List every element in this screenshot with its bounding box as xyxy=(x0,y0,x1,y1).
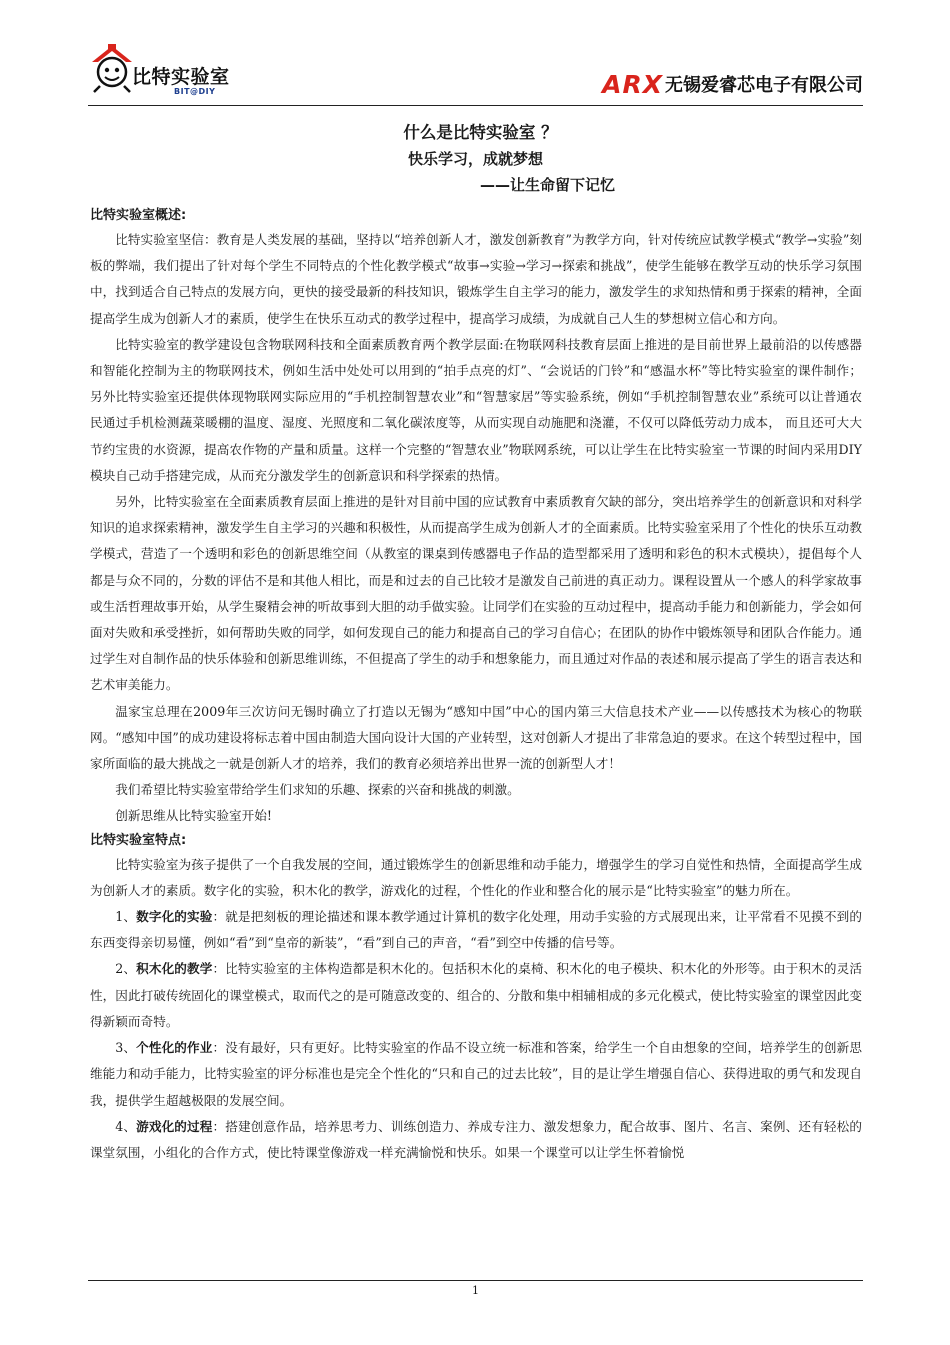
page-header xyxy=(88,40,863,106)
feature-label: 数字化的实验 xyxy=(136,909,213,925)
slogan-quote: ——让生命留下记忆 xyxy=(480,176,616,194)
feature-number: 3、 xyxy=(115,1040,137,1056)
feature-text: ：没有最好，只有更好。比特实验室的作品不设立统一标准和答案，给学生一个自由想象的空间，培养学生的创新思维能力和动手能力，比特实验室的评分标准也是完全个性化的“只和自己的过去比较”，目的是让学生增强自信心、获得进取的勇气和发现自我，提供学生超越极限的发展空间。 xyxy=(90,1040,862,1108)
feature-number: 2、 xyxy=(115,961,137,977)
page-title: 什么是比特实验室 ？ xyxy=(403,123,558,142)
feature-number: 4、 xyxy=(115,1118,137,1134)
overview-paragraph: 温家宝总理在2009年三次访问无锡时确立了打造以无锡为“感知中国”中心的国内第三大信息技术产业——以传感技术为核心的物联网。“感知中国”的成功建设将标志着中国由制造大国向设计大国的产业转型，这对创新人才提出了非常急迫的要求。在这个转型过程中，国家所面临的最大挑战之一就是创新人才的培养，我们的教育必须培养出世界一流的创新型人才！ xyxy=(90,703,862,772)
footer-divider xyxy=(88,1280,863,1281)
company-brand xyxy=(602,72,863,104)
feature-item xyxy=(90,904,862,956)
feature-item xyxy=(90,1114,862,1166)
overview-paragraph: 比特实验室坚信：教育是人类发展的基础，坚持以“培养创新人才，激发创新教育”为教学方向，针对传统应试教学模式“教学→实验”刻板的弊端，我们提出了针对每个学生不同特点的个性化教学模式“故事→实验→学习→探索和挑战”，使学生能够在教学互动的快乐学习氛围中，找到适合自己特点的发展方向，更快的接受最新的科技知识，锻炼学生自主学习的能力，激发学生的求知热情和勇于探索的精神，全面提高学生成为创新人才的素质，使学生在快乐互动式的教学过程中，提高学习成绩，为成就自己人生的梦想树立信心和方向。 xyxy=(90,232,862,326)
overview-paragraph: 另外，比特实验室在全面素质教育层面上推进的是针对目前中国的应试教育中素质教育欠缺的部分，突出培养学生的创新意识和对科学知识的追求探索精神，激发学生自主学习的兴趣和积极性，从而提高学生成为创新人才的全面素质。比特实验室采用了个性化的快乐互动教学模式，营造了一个透明和彩色的创新思维空间（从教室的课桌到传感器电子作品的造型都采用了透明和彩色的积木式模块），提倡每个人都是与众不同的，分数的评估不是和其他人相比，而是和过去的自己比较才是激发自己前进的真正动力。课程设置从一个感人的科学家故事或生活哲理故事开始，从学生聚精会神的听故事到大胆的动手做实验。让同学们在实验的互动过程中，提高动手能力和创新能力，学会如何面对失败和承受挫折，如何帮助失败的同学，如何发现自己的能力和提高自己的学习自信心；在团队的协作中锻炼领导和团队合作能力。通过学生对自制作品的快乐体验和创新思维训练，不但提高了学生的动手和想象能力，而且通过对作品的表述和展示提高了学生的语言表达和艺术审美能力。 xyxy=(90,494,862,693)
company-name: 无锡爱睿芯电子有限公司 xyxy=(665,75,863,96)
feature-number: 1、 xyxy=(115,909,137,925)
section-heading-overview: 比特实验室概述: xyxy=(90,208,187,223)
feature-label: 积木化的教学 xyxy=(136,961,213,977)
bit-lab-logo xyxy=(88,40,238,102)
document-body xyxy=(90,205,862,1166)
logo-title: 比特实验室 xyxy=(132,66,230,88)
feature-text: ：比特实验室的主体构造都是积木化的。包括积木化的桌椅、积木化的电子模块、积木化的外形等。由于积木的灵活性，因此打破传统固化的课堂模式，取而代之的是可随意改变的、组合的、分散和集中相辅相成的多元化模式，使比特实验室的课堂因此变得新颖而奇特。 xyxy=(90,961,862,1029)
feature-item xyxy=(90,1035,862,1114)
feature-item xyxy=(90,956,862,1035)
header-divider xyxy=(88,105,863,106)
slogan: 快乐学习，成就梦想 xyxy=(407,150,543,168)
feature-text: ：就是把刻板的理论描述和课本教学通过计算机的数字化处理，用动手实验的方式展现出来，让平常看不见摸不到的东西变得亲切易懂，例如“看”到“皇帝的新装”，“看”到自己的声音，“看”到空中传播的信号等。 xyxy=(90,909,862,951)
overview-paragraph: 我们希望比特实验室带给学生们求知的乐趣、探索的兴奋和挑战的刺激。 xyxy=(115,782,520,798)
feature-text: ：搭建创意作品，培养思考力、训练创造力、养成专注力、激发想象力，配合故事、图片、名言、案例、还有轻松的课堂氛围，小组化的合作方式，使比特课堂像游戏一样充满愉悦和快乐。如果一个课堂可以让学生怀着愉悦 xyxy=(90,1118,862,1160)
mascot-icon xyxy=(88,42,136,94)
feature-label: 游戏化的过程 xyxy=(136,1118,213,1134)
overview-paragraph: 比特实验室的教学建设包含物联网科技和全面素质教育两个教学层面:在物联网科技教育层面上推进的是目前世界上最前沿的以传感器和智能化控制为主的物联网技术，例如生活中处处可以用到的“拍手点亮的灯”、“会说话的门铃”和“感温水杯”等比特实验室的课件制作；另外比特实验室还提供体现物联网实际应用的“手机控制智慧农业”和“智慧家居”等实验系统，例如“手机控制智慧农业”系统可以让普通农民通过手机检测蔬菜暖棚的温度、湿度、光照度和二氧化碳浓度等，从而实现自动施肥和浇灌，不仅可以降低劳动力成本， 而且还可大大节约宝贵的水资源，提高农作物的产量和质量。这样一个完整的“智慧农业”物联网系统，可以让学生在比特实验室一节课的时间内采用DIY模块自己动手搭建完成，从而充分激发学生的创新意识和科学探索的热情。 xyxy=(90,336,862,483)
arx-logo: ARX xyxy=(602,70,663,99)
overview-paragraph: 创新思维从比特实验室开始! xyxy=(115,808,273,824)
page-number: 1 xyxy=(472,1284,479,1297)
feature-label: 个性化的作业 xyxy=(136,1040,213,1056)
logo-subtitle: BIT@DIY xyxy=(174,87,216,96)
title-block xyxy=(88,120,863,198)
section-heading-features: 比特实验室特点: xyxy=(90,832,187,848)
features-intro: 比特实验室为孩子提供了一个自我发展的空间，通过锻炼学生的创新思维和动手能力，增强学生的学习自觉性和热情，全面提高学生成为创新人才的素质。数字化的实验，积木化的教学，游戏化的过程，个性化的作业和整合化的展示是“比特实验室”的魅力所在。 xyxy=(90,856,862,898)
